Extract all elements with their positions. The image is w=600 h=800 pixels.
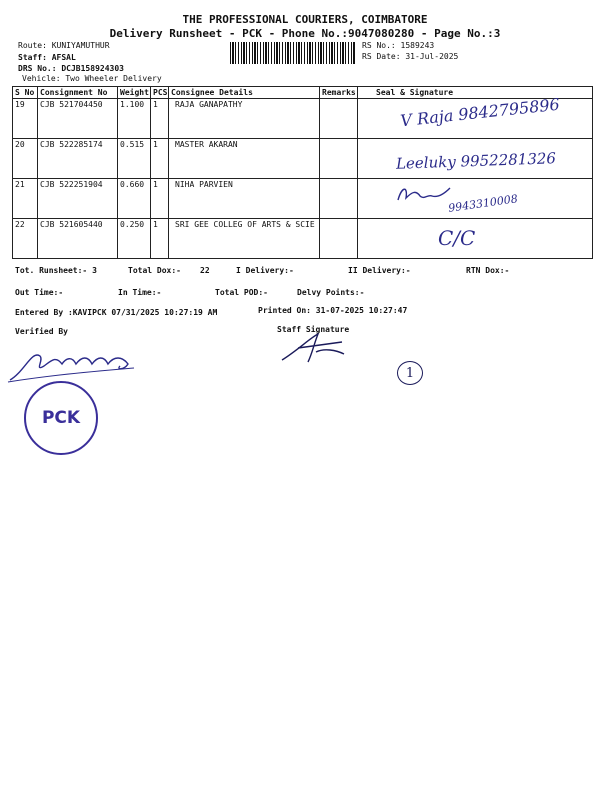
- cell-pcs: 1: [151, 139, 169, 179]
- out-time: Out Time:-: [15, 288, 64, 297]
- route-label: Route: KUNIYAMUTHUR: [18, 41, 110, 50]
- col-header-remarks: Remarks: [320, 87, 358, 99]
- rtn-dox: RTN Dox:-: [466, 266, 510, 275]
- i-delivery: I Delivery:-: [236, 266, 294, 275]
- staff-signature-label: Staff Signature: [277, 325, 350, 334]
- cell-sno: 21: [13, 179, 38, 219]
- cell-sno: 20: [13, 139, 38, 179]
- col-header-weight: Weight: [118, 87, 151, 99]
- cell-pcs: 1: [151, 99, 169, 139]
- signature-row-19: V Raja 9842795896: [399, 94, 561, 131]
- cell-consignment: CJB 521605440: [38, 219, 118, 259]
- cell-remarks: [320, 219, 358, 259]
- vehicle-label: Vehicle: Two Wheeler Delivery: [22, 74, 162, 83]
- in-time: In Time:-: [118, 288, 162, 297]
- circled-number: 1: [397, 361, 423, 385]
- entered-by: Entered By :KAVIPCK 07/31/2025 10:27:19 AM: [15, 308, 218, 317]
- cell-weight: 0.515: [118, 139, 151, 179]
- cell-consignment: CJB 522251904: [38, 179, 118, 219]
- col-header-consignment: Consignment No: [38, 87, 118, 99]
- cell-consignee: MASTER AKARAN: [169, 139, 320, 179]
- cell-weight: 0.660: [118, 179, 151, 219]
- total-dox-label: Total Dox:-: [128, 266, 181, 275]
- total-dox-value: 22: [200, 266, 210, 275]
- staff-signature-scribble: [278, 330, 358, 366]
- cell-consignee: RAJA GANAPATHY: [169, 99, 320, 139]
- cell-weight: 1.100: [118, 99, 151, 139]
- cell-remarks: [320, 139, 358, 179]
- verified-signature-scribble: [4, 342, 144, 386]
- cell-remarks: [320, 179, 358, 219]
- cell-pcs: 1: [151, 219, 169, 259]
- cell-consignee: SRI GEE COLLEG OF ARTS & SCIE: [169, 219, 320, 259]
- cell-weight: 0.250: [118, 219, 151, 259]
- phone-row-21: 9943310008: [447, 192, 519, 215]
- document-title: THE PROFESSIONAL COURIERS, COIMBATORE: [182, 13, 428, 26]
- cell-consignee: NIHA PARVIEN: [169, 179, 320, 219]
- pck-stamp: PCK: [24, 381, 98, 455]
- delvy-points: Delvy Points:-: [297, 288, 365, 297]
- total-pod: Total POD:-: [215, 288, 268, 297]
- cell-sno: 19: [13, 99, 38, 139]
- rs-number: RS No.: 1589243: [362, 41, 435, 50]
- cell-remarks: [320, 99, 358, 139]
- barcode-image: [230, 42, 356, 64]
- col-header-pcs: PCS: [151, 87, 169, 99]
- signature-row-22: C/C: [438, 226, 476, 250]
- table-row: [13, 219, 593, 259]
- rs-date: RS Date: 31-Jul-2025: [362, 52, 459, 61]
- col-header-signature: Seal & Signature: [358, 87, 593, 99]
- tot-runsheet: Tot. Runsheet:- 3: [15, 266, 97, 275]
- cell-consignment: CJB 522285174: [38, 139, 118, 179]
- col-header-sno: S No: [13, 87, 38, 99]
- cell-consignment: CJB 521704450: [38, 99, 118, 139]
- ii-delivery: II Delivery:-: [348, 266, 411, 275]
- printed-on: Printed On: 31-07-2025 10:27:47: [258, 306, 408, 315]
- cell-sno: 22: [13, 219, 38, 259]
- document-subtitle: Delivery Runsheet - PCK - Phone No.:9047080280 - Page No.:3: [109, 27, 501, 40]
- staff-label: Staff: AFSAL: [18, 53, 76, 62]
- signature-scribble-row-21: [394, 184, 454, 208]
- verified-by-label: Verified By: [15, 327, 68, 336]
- table-header-row: [13, 87, 593, 99]
- drs-number: DRS No.: DCJB158924303: [18, 64, 124, 73]
- col-header-consignee: Consignee Details: [169, 87, 320, 99]
- cell-pcs: 1: [151, 179, 169, 219]
- signature-row-20: Leeluky 9952281326: [395, 149, 557, 173]
